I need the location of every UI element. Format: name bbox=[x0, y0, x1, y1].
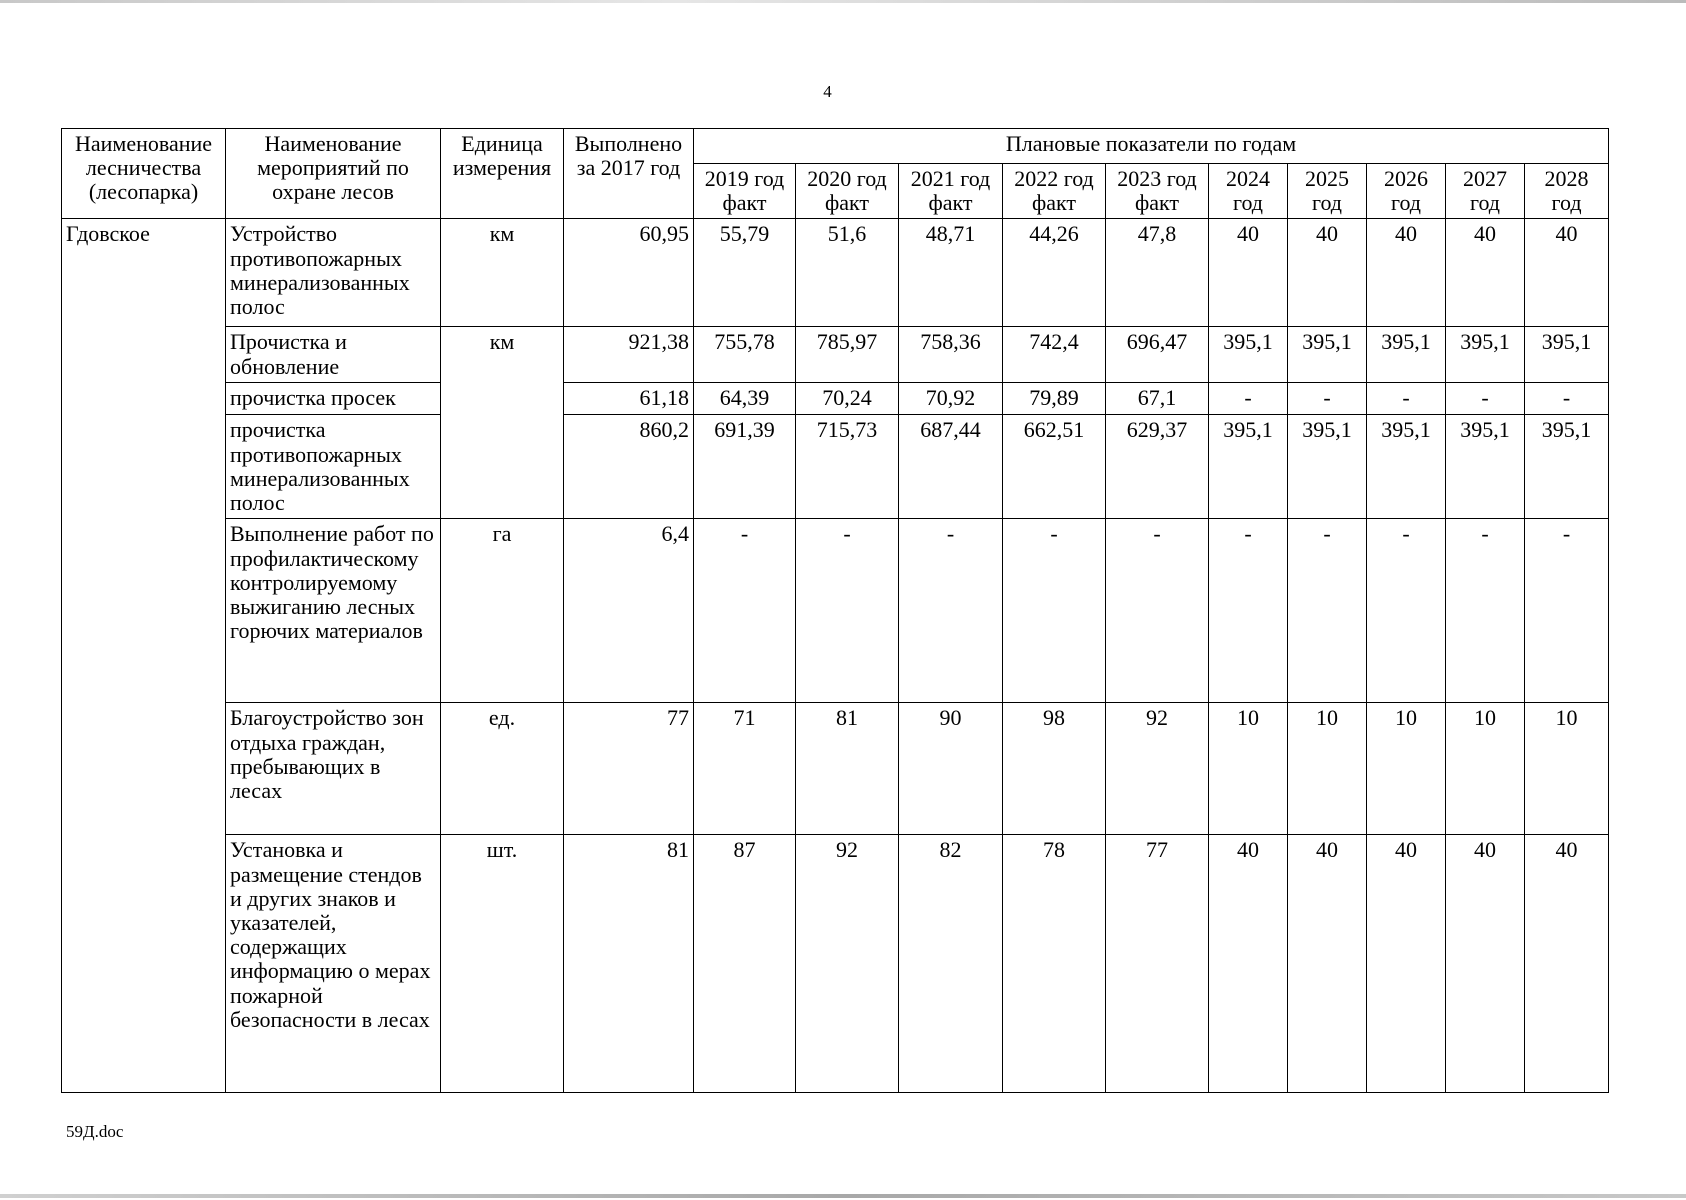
value-cell: 395,1 bbox=[1209, 415, 1288, 519]
done-cell: 860,2 bbox=[564, 415, 694, 519]
table-row bbox=[62, 327, 1609, 383]
value-cell: 395,1 bbox=[1209, 327, 1288, 383]
header-row-1 bbox=[62, 129, 1609, 164]
value-cell: 40 bbox=[1209, 835, 1288, 1093]
forestry-name: Гдовское bbox=[62, 219, 226, 1093]
measure-cell: Устройство противопожарных минерализованных полос bbox=[226, 219, 441, 327]
value-cell: 40 bbox=[1209, 219, 1288, 327]
value-cell: - bbox=[1446, 519, 1525, 703]
value-cell: 395,1 bbox=[1288, 415, 1367, 519]
done-cell: 61,18 bbox=[564, 383, 694, 415]
value-cell: 742,4 bbox=[1003, 327, 1106, 383]
value-cell: 696,47 bbox=[1106, 327, 1209, 383]
value-cell: 48,71 bbox=[899, 219, 1003, 327]
header-done-2017: Выполнено за 2017 год bbox=[564, 129, 694, 219]
value-cell: 629,37 bbox=[1106, 415, 1209, 519]
value-cell: - bbox=[1209, 519, 1288, 703]
value-cell: 87 bbox=[694, 835, 796, 1093]
header-year: 2025 год bbox=[1288, 164, 1367, 219]
header-year: 2023 год факт bbox=[1106, 164, 1209, 219]
table-row bbox=[62, 703, 1609, 835]
value-cell: 785,97 bbox=[796, 327, 899, 383]
value-cell: 44,26 bbox=[1003, 219, 1106, 327]
header-year: 2027 год bbox=[1446, 164, 1525, 219]
measure-cell: прочистка просек bbox=[226, 383, 441, 415]
value-cell: 10 bbox=[1525, 703, 1609, 835]
value-cell: - bbox=[1525, 383, 1609, 415]
header-unit: Единица измерения bbox=[441, 129, 564, 219]
measure-cell: Установка и размещение стендов и других знаков и указателей, содержащих информацию о мерах пожарной безопасности в лесах bbox=[226, 835, 441, 1093]
header-year: 2026 год bbox=[1367, 164, 1446, 219]
value-cell: 67,1 bbox=[1106, 383, 1209, 415]
value-cell: 395,1 bbox=[1446, 415, 1525, 519]
value-cell: 82 bbox=[899, 835, 1003, 1093]
value-cell: - bbox=[899, 519, 1003, 703]
value-cell: 395,1 bbox=[1525, 415, 1609, 519]
header-forestry: Наименование лесничества (лесопарка) bbox=[62, 129, 226, 219]
value-cell: 40 bbox=[1446, 835, 1525, 1093]
value-cell: 92 bbox=[796, 835, 899, 1093]
header-year: 2020 год факт bbox=[796, 164, 899, 219]
unit-cell: шт. bbox=[441, 835, 564, 1093]
value-cell: 395,1 bbox=[1367, 415, 1446, 519]
value-cell: 40 bbox=[1288, 219, 1367, 327]
value-cell: 691,39 bbox=[694, 415, 796, 519]
value-cell: 40 bbox=[1367, 835, 1446, 1093]
table-row bbox=[62, 835, 1609, 1093]
scan-edge-top bbox=[0, 0, 1686, 3]
value-cell: 70,92 bbox=[899, 383, 1003, 415]
header-year: 2022 год факт bbox=[1003, 164, 1106, 219]
value-cell: 90 bbox=[899, 703, 1003, 835]
value-cell: - bbox=[1288, 519, 1367, 703]
value-cell: 40 bbox=[1288, 835, 1367, 1093]
value-cell: - bbox=[1446, 383, 1525, 415]
done-cell: 6,4 bbox=[564, 519, 694, 703]
done-cell: 921,38 bbox=[564, 327, 694, 383]
value-cell: 77 bbox=[1106, 835, 1209, 1093]
header-year: 2019 год факт bbox=[694, 164, 796, 219]
plan-table bbox=[61, 128, 1609, 1093]
value-cell: 395,1 bbox=[1446, 327, 1525, 383]
measure-cell: Благоустройство зон отдыха граждан, пребывающих в лесах bbox=[226, 703, 441, 835]
value-cell: 40 bbox=[1446, 219, 1525, 327]
value-cell: 71 bbox=[694, 703, 796, 835]
unit-cell: га bbox=[441, 519, 564, 703]
value-cell: 98 bbox=[1003, 703, 1106, 835]
table-row bbox=[62, 383, 1609, 415]
unit-cell: ед. bbox=[441, 703, 564, 835]
value-cell: 10 bbox=[1446, 703, 1525, 835]
value-cell: 758,36 bbox=[899, 327, 1003, 383]
header-measure: Наименование мероприятий по охране лесов bbox=[226, 129, 441, 219]
value-cell: 70,24 bbox=[796, 383, 899, 415]
value-cell: 51,6 bbox=[796, 219, 899, 327]
value-cell: 662,51 bbox=[1003, 415, 1106, 519]
value-cell: 40 bbox=[1367, 219, 1446, 327]
done-cell: 60,95 bbox=[564, 219, 694, 327]
value-cell: - bbox=[694, 519, 796, 703]
value-cell: - bbox=[1106, 519, 1209, 703]
value-cell: 10 bbox=[1367, 703, 1446, 835]
header-year: 2021 год факт bbox=[899, 164, 1003, 219]
done-cell: 81 bbox=[564, 835, 694, 1093]
header-plan-group: Плановые показатели по годам bbox=[694, 129, 1609, 164]
table-row bbox=[62, 415, 1609, 519]
table-row bbox=[62, 519, 1609, 703]
header-year: 2028 год bbox=[1525, 164, 1609, 219]
page-number: 4 bbox=[823, 82, 832, 101]
value-cell: 78 bbox=[1003, 835, 1106, 1093]
measure-cell: Прочистка и обновление bbox=[226, 327, 441, 383]
value-cell: 395,1 bbox=[1525, 327, 1609, 383]
value-cell: 79,89 bbox=[1003, 383, 1106, 415]
value-cell: 81 bbox=[796, 703, 899, 835]
value-cell: 47,8 bbox=[1106, 219, 1209, 327]
scan-edge-bottom bbox=[0, 1194, 1686, 1198]
value-cell: 755,78 bbox=[694, 327, 796, 383]
value-cell: 687,44 bbox=[899, 415, 1003, 519]
unit-cell: км bbox=[441, 219, 564, 327]
value-cell: - bbox=[1525, 519, 1609, 703]
table-row bbox=[62, 219, 1609, 327]
value-cell: - bbox=[1209, 383, 1288, 415]
value-cell: - bbox=[1288, 383, 1367, 415]
value-cell: - bbox=[1003, 519, 1106, 703]
footer-filename: 59Д.doc bbox=[66, 1122, 124, 1141]
value-cell: 10 bbox=[1288, 703, 1367, 835]
value-cell: 92 bbox=[1106, 703, 1209, 835]
measure-cell: прочистка противопожарных минерализованных полос bbox=[226, 415, 441, 519]
measure-cell: Выполнение работ по профилактическому контролируемому выжиганию лесных горючих материалов bbox=[226, 519, 441, 703]
unit-cell: км bbox=[441, 327, 564, 519]
value-cell: - bbox=[796, 519, 899, 703]
value-cell: 715,73 bbox=[796, 415, 899, 519]
value-cell: - bbox=[1367, 519, 1446, 703]
value-cell: 10 bbox=[1209, 703, 1288, 835]
value-cell: 64,39 bbox=[694, 383, 796, 415]
value-cell: 40 bbox=[1525, 835, 1609, 1093]
value-cell: 395,1 bbox=[1367, 327, 1446, 383]
value-cell: 55,79 bbox=[694, 219, 796, 327]
done-cell: 77 bbox=[564, 703, 694, 835]
header-year: 2024 год bbox=[1209, 164, 1288, 219]
value-cell: 40 bbox=[1525, 219, 1609, 327]
value-cell: 395,1 bbox=[1288, 327, 1367, 383]
value-cell: - bbox=[1367, 383, 1446, 415]
